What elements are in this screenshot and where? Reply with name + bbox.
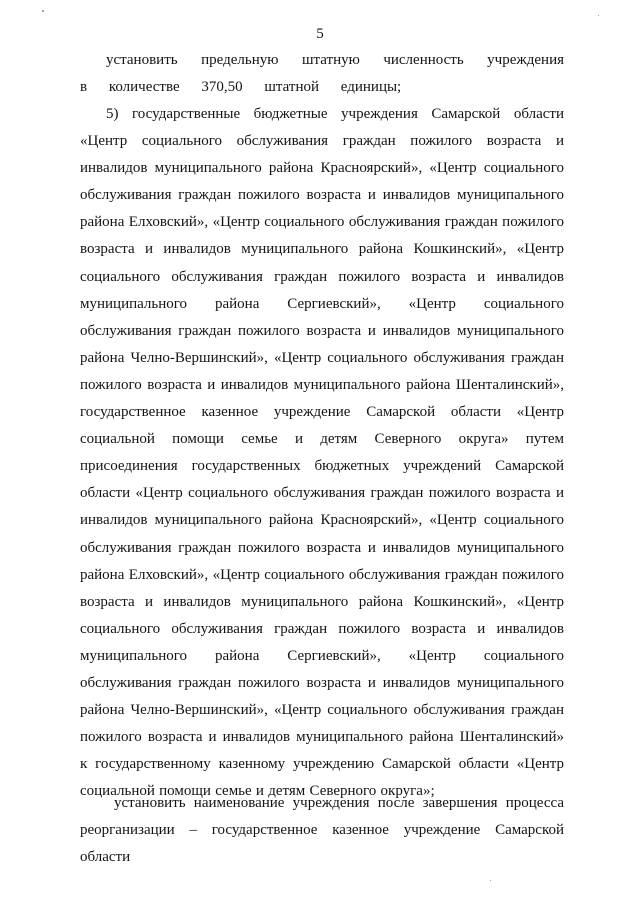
page-number: 5: [316, 26, 324, 42]
scan-speck: [598, 15, 599, 16]
scan-speck: [490, 880, 491, 881]
scan-speck: [42, 10, 44, 12]
paragraph-staff-count: установить предельную штатную численность учреждения в количестве 370,50 штатной единицы;: [80, 52, 564, 96]
paragraph-item-5: 5) государственные бюджетные учреждения Самарской области «Центр социального обслуживания граждан пожилого возраста и инвалидов муниципального района Красноярский», «Центр социального обслуживания граждан пожилого возраста и инвалидов муниципального района Елховский», «Центр социального обслуживания граждан пожилого возраста и инвалидов муниципального района Кошкинский», «Центр социального обслуживания граждан пожилого возраста и инвалидов муниципального района Сергиевский», «Центр социального обслуживания граждан пожилого возраста и инвалидов муниципального района Челно-Вершинский», «Центр социального обслуживания граждан пожилого возраста и инвалидов муниципального района Шенталинский», государственное казенное учреждение Самарской области «Центр социальной помощи семье и детям Северного округа» путем присоединения государственных бюджетных учреждений Самарской области «Центр социального обслуживания граждан пожилого возраста и инвалидов муниципального района Красноярский», «Центр социального обслуживания граждан пожилого возраста и инвалидов муниципального района Елховский», «Центр социального обслуживания граждан пожилого возраста и инвалидов муниципального района Кошкинский», «Центр социального обслуживания граждан пожилого возраста и инвалидов муниципального района Сергиевский», «Центр социального обслуживания граждан пожилого возраста и инвалидов муниципального района Челно-Вершинский», «Центр социального обслуживания граждан пожилого возраста и инвалидов муниципального района Шенталинский» к государственному казенному учреждению Самарской области «Центр социальной помощи семье и детям Северного округа»;: [80, 106, 564, 800]
paragraph-rename: установить наименование учреждения после завершения процесса реорганизации – государственное казенное учреждение Самарской области: [80, 795, 564, 866]
